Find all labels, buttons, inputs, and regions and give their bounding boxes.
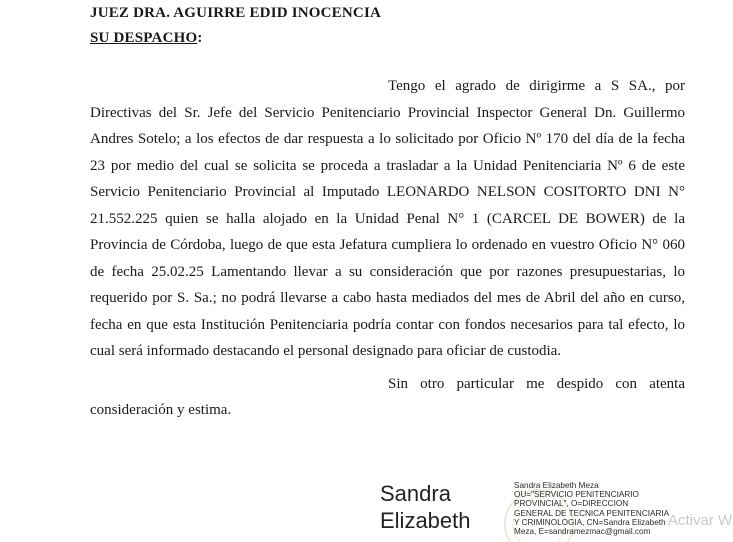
signature-name-line-1: Sandra [380, 481, 451, 506]
addressee-heading: JUEZ DRA. AGUIRRE EDID INOCENCIA [90, 5, 382, 21]
signature-detail-line: PROVINCIAL", O=DIRECCION [514, 499, 629, 509]
signature-name-line-2: Elizabeth [380, 508, 471, 533]
office-suffix: : [197, 30, 203, 46]
signature-detail-line: Meza, E=sandramezmac@gmail.com [514, 527, 651, 537]
signature-certificate-details [514, 481, 694, 536]
signature-detail-line: OU="SERVICIO PENITENCIARIO [514, 490, 639, 500]
activation-watermark: Activar W [668, 512, 733, 529]
signature-detail-line: GENERAL DE TECNICA PENITENCIARIA [514, 508, 670, 518]
signature-detail-line: Y CRIMINOLOGIA, CN=Sandra Elizabeth [514, 517, 666, 527]
closing-paragraph: Sin otro particular me despido con atenta consideración y estima. [90, 375, 685, 418]
signature-detail-line: Sandra Elizabeth Meza [514, 481, 599, 490]
letter-body [90, 73, 685, 424]
office-heading [90, 30, 203, 47]
main-paragraph: Tengo el agrado de dirigirme a S SA., por Directivas del Sr. Jefe del Servicio Penitenciario Provincial Inspector General Dn. Guillermo Andres Sotelo; a los efectos de dar respuesta a lo solicitado por Oficio Nº 170 del día de la fecha 23 por medio del cual se solicita se proceda a trasladar a la Unidad Penitenciaria Nº 6 de este Servicio Penitenciario Provincial al Imputado LEONARDO NELSON COSITORTO DNI N° 21.552.225 quien se halla alojado en la Unidad Penal N° 1 (CARCEL DE BOWER) de la Provincia de Córdoba, luego de que esta Jefatura cumpliera lo ordenado en vuestro Oficio N° 060 de fecha 25.02.25 Lamentando llevar a su consideración que por razones presupuestarias, lo requerido por S. Sa.; no podrá llevarse a cabo hasta mediados del mes de Abril del año en curso, fecha en que esta Institución Penitenciaria podría contar con fondos necesarios para tal efecto, lo cual será informado destacando el personal designado para oficiar de custodia. [90, 78, 685, 359]
office-label: SU DESPACHO [90, 30, 198, 46]
signature-name [380, 480, 471, 534]
